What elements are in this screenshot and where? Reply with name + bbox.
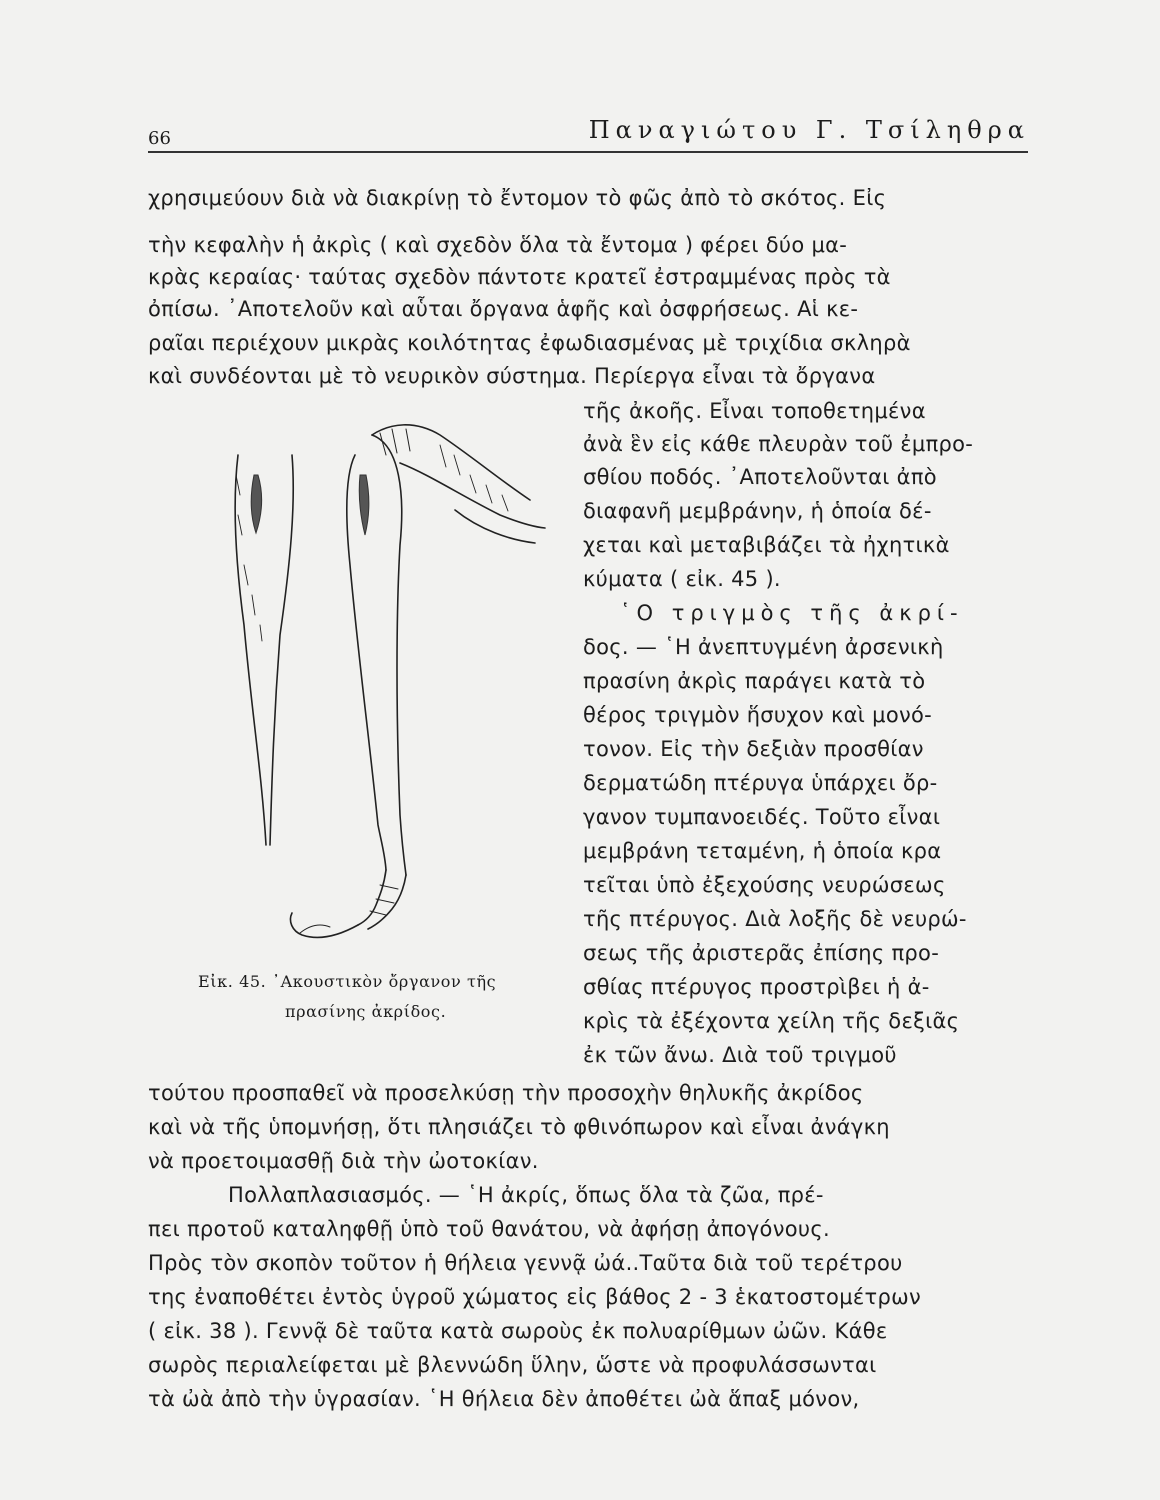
text-line: ἀνὰ ἓν εἰς κάθε πλευρὰν τοῦ ἐμπρο- <box>583 432 974 456</box>
text-line: θέρος τριγμὸν ἥσυχον καὶ μονό- <box>583 703 933 727</box>
text-line: σθίου ποδός. ᾿Αποτελοῦνται ἀπὸ <box>583 465 937 489</box>
text-line: τονον. Εἰς τὴν δεξιὰν προσθίαν <box>583 737 924 761</box>
text-line: της ἐναποθέτει ἐντὸς ὑγροῦ χώματος εἰς βάθος 2 - 3 ἑκατοστομέτρων <box>148 1285 921 1309</box>
text-line: σωρὸς περιαλείφεται μὲ βλεννώδη ὕλην, ὥστε νὰ προφυλάσσωνται <box>148 1353 877 1377</box>
running-head: Παναγιώτου Γ. Τσίληθρα <box>588 116 1030 144</box>
page-number: 66 <box>148 128 171 149</box>
text-line: καὶ νὰ τῆς ὑπομνήσῃ, ὅτι πλησιάζει τὸ φθινόπωρον καὶ εἶναι ἀνάγκη <box>148 1115 890 1139</box>
text-line: τὴν κεφαλὴν ἡ ἀκρὶς ( καὶ σχεδὸν ὅλα τὰ ἔντομα ) φέρει δύο μα- <box>148 233 848 257</box>
left-leg-outline <box>235 455 266 845</box>
text-line: σεως τῆς ἀριστερᾶς ἐπίσης προ- <box>583 941 940 965</box>
text-line: ραῖαι περιέχουν μικρὰς κοιλότητας ἐφωδιασμένας μὲ τριχίδια σκληρὰ <box>148 331 911 355</box>
hatching <box>236 475 242 535</box>
section-heading-line: Πολλαπλασιασμός. — ῾Η ἀκρίς, ὅπως ὅλα τὰ ζῶα, πρέ- <box>228 1183 824 1207</box>
text-line: τεῖται ὑπὸ ἐξεχούσης νευρώσεως <box>583 873 946 897</box>
text-line: ἐκ τῶν ἄνω. Διὰ τοῦ τριγμοῦ <box>583 1043 897 1067</box>
text-line: χεται καὶ μεταβιβάζει τὰ ἠχητικὰ <box>583 533 950 557</box>
text-line: σθίας πτέρυγος προστρὶβει ἡ ἀ- <box>583 975 930 999</box>
text-line: χρησιμεύουν διὰ νὰ διακρίνῃ τὸ ἔντομον τὸ φῶς ἀπὸ τὸ σκότος. Εἰς <box>148 186 887 210</box>
text-line: Πρὸς τὸν σκοπὸν τοῦτον ἡ θήλεια γεννᾷ ὠά..Ταῦτα διὰ τοῦ τερέτρου <box>148 1251 903 1275</box>
text-line: κύματα ( εἰκ. 45 ). <box>583 567 781 591</box>
text-line: κρὶς τὰ ἐξέχοντα χείλη τῆς δεξιᾶς <box>583 1009 960 1033</box>
left-leg-outline <box>270 455 293 845</box>
claw-outline <box>300 925 330 933</box>
text-line: δος. — ῾Η ἀνεπτυγμένη ἀρσενικὴ <box>583 635 944 659</box>
femur-outline <box>455 510 535 543</box>
text-line: ὀπίσω. ᾿Αποτελοῦν καὶ αὗται ὄργανα ἁφῆς καὶ ὀσφρήσεως. Αἱ κε- <box>148 297 859 321</box>
text-line: κρὰς κεραίας· ταύτας σχεδὸν πάντοτε κρατεῖ ἐστραμμένας πρὸς τὰ <box>148 265 891 289</box>
text-line: τῆς πτέρυγος. Διὰ λοξῆς δὲ νευρώ- <box>583 907 967 931</box>
text-line: πει προτοῦ καταληφθῇ ὑπὸ τοῦ θανάτου, νὰ ἀφήσῃ ἀπογόνους. <box>148 1217 830 1241</box>
hatching <box>380 429 410 455</box>
text-line: ( εἰκ. 38 ). Γεννᾷ δὲ ταῦτα κατὰ σωροὺς ἐκ πολυαρίθμων ὠῶν. Κάθε <box>148 1319 888 1343</box>
text-line: τῆς ἀκοῆς. Εἶναι τοποθετημένα <box>583 399 926 423</box>
text-line: γανον τυμπανοειδές. Τοῦτο εἶναι <box>583 805 941 829</box>
header-rule <box>148 151 1028 153</box>
hatching <box>244 565 262 641</box>
text-line: μεμβράνη τεταμένη, ἡ ὁποία κρα <box>583 839 942 863</box>
tarsus-outline <box>358 870 386 925</box>
text-line: πρασίνη ἀκρὶς παράγει κατὰ τὸ <box>583 669 926 693</box>
text-line: τούτου προσπαθεῖ νὰ προσελκύσῃ τὴν προσοχὴν θηλυκῆς ἀκρίδος <box>148 1081 864 1105</box>
insect-leg-illustration <box>200 415 560 975</box>
figure-caption: Εἰκ. 45. ᾿Ακουστικὸν ὄργανον τῆς <box>198 972 497 991</box>
text-line: διαφανῆ μεμβράνην, ἡ ὁποία δέ- <box>583 499 932 523</box>
text-line: τὰ ὠὰ ἀπὸ τὴν ὑγρασίαν. ῾Η θήλεια δὲν ἀποθέτει ὠὰ ἅπαξ μόνον, <box>148 1387 860 1411</box>
figure-caption: πρασίνης ἀκρίδος. <box>285 1002 447 1021</box>
tympanum-slit <box>359 475 369 535</box>
text-line: καὶ συνδέονται μὲ τὸ νευρικὸν σύστημα. Περίεργα εἶναι τὰ ὄργανα <box>148 364 876 388</box>
text-line: νὰ προετοιμασθῇ διὰ τὴν ὠοτοκίαν. <box>148 1149 539 1173</box>
text-line: δερματώδη πτέρυγα ὑπάρχει ὄρ- <box>583 771 938 795</box>
hatching <box>440 445 460 475</box>
tarsus-outline <box>368 875 406 929</box>
section-heading-line: ῾Ο τριγμὸς τῆς ἀκρί- <box>620 601 964 625</box>
tympanum-slit <box>251 475 261 533</box>
